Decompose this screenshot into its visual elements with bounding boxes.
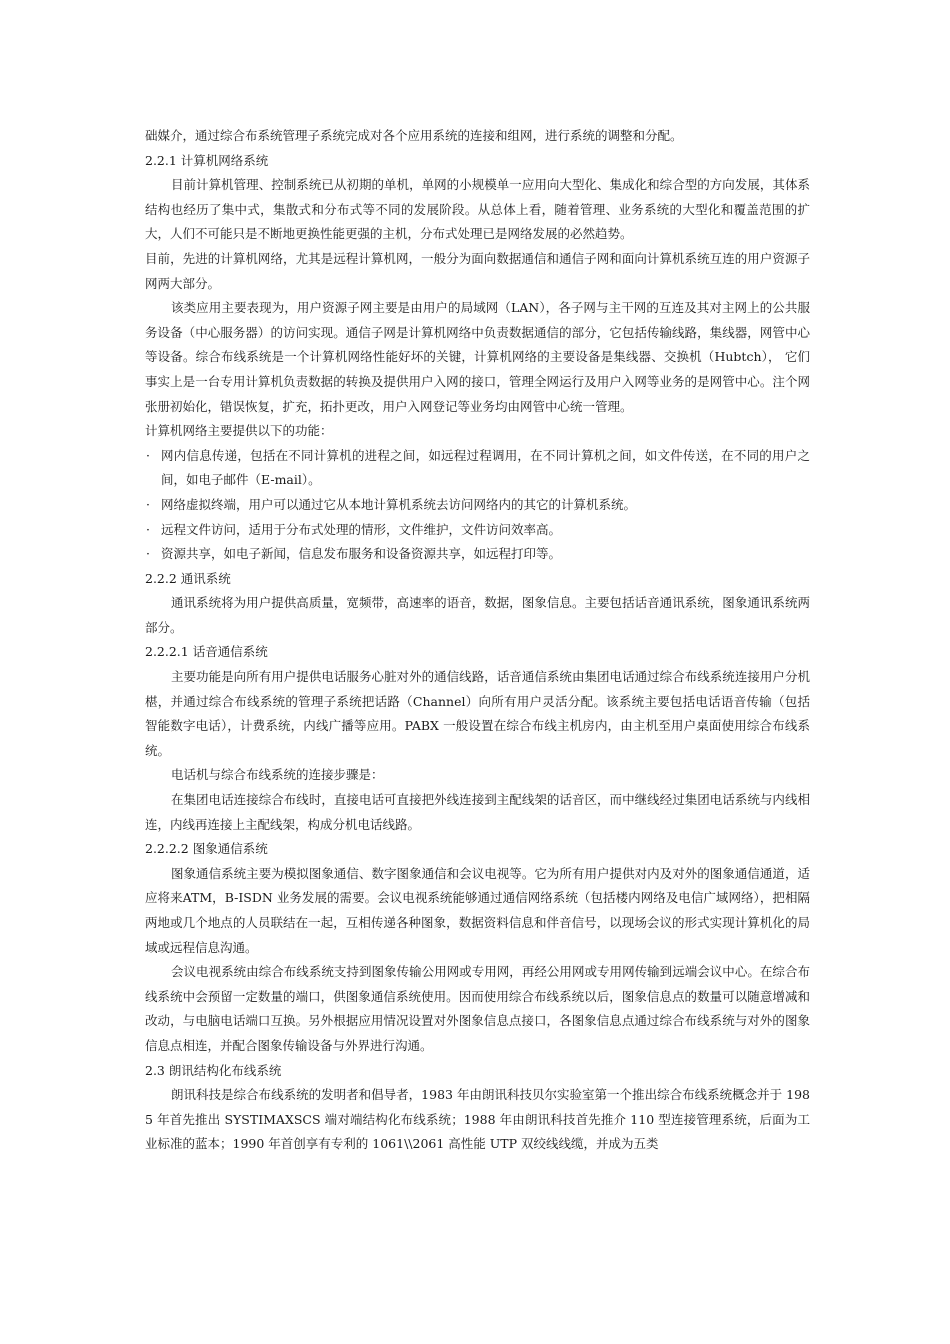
document-page [145,124,810,1157]
bullet-text: 资源共享，如电子新闻，信息发布服务和设备资源共享，如远程打印等。 [161,546,562,562]
bullet-item [145,444,810,493]
bullet-item [145,493,810,518]
paragraph: 图象通信系统主要为模拟图象通信、数字图象通信和会议电视等。它为所有用户提供对内及对外的图象通信通道，适应将来ATM，B-ISDN 业务发展的需要。会议电视系统能够通过通信网络系统（包括楼内网络及电信广域网络），把相隔两地或几个地点的人员联结在一起，互相传递各种图象，数据资料信息和伴音信号，以现场会议的形式实现计算机化的局域或远程信息沟通。 [145,865,810,955]
paragraph: 在集团电话连接综合布线时，直接电话可直接把外线连接到主配线架的话音区，而中继线经过集团电话系统与内线相连，内线再连接上主配线架，构成分机电话线路。 [145,792,810,832]
paragraph: 电话机与综合布线系统的连接步骤是： [171,767,384,783]
bullet-icon: · [146,496,150,512]
paragraph: 朗讯科技是综合布线系统的发明者和倡导者，1983 年由朗讯科技贝尔实验室第一个推出综合布线系统概念并于 1985 年首先推出 SYSTIMAXSCS 端对端结构化布线系统；1988 年由朗讯科技首先推介 110 型连接管理系统，后面为工业标准的蓝本；1990 年首创享有专利的 1061\\2061 高性能 UTP 双绞线线缆，并成为五类 [145,1087,810,1152]
subsection-heading: 2.2.2.2 图象通信系统 [145,841,268,857]
paragraph: 目前计算机管理、控制系统已从初期的单机，单网的小规模单一应用向大型化、集成化和综合型的方向发展，其体系结构也经历了集中式，集散式和分布式等不同的发展阶段。从总体上看，随着管理、业务系统的大型化和覆盖范围的扩大，人们不可能只是不断地更换性能更强的主机，分布式处理已是网络发展的必然趋势。 [145,177,810,242]
paragraph: 主要功能是向所有用户提供电话服务心脏对外的通信线路，话音通信系统由集团电话通过综合布线系统连接用户分机椹，并通过综合布线系统的管理子系统把话路（Channel）向所有用户灵活分配。该系统主要包括电话语音传输（包括智能数字电话），计费系统，内线广播等应用。PABX 一般设置在综合布线主机房内，由主机至用户桌面使用综合布线系统。 [145,669,810,758]
bullet-item [145,542,810,567]
bullet-icon: · [146,521,150,537]
section-heading: 2.3 朗讯结构化布线系统 [145,1062,282,1078]
paragraph: 该类应用主要表现为，用户资源子网主要是由用户的局域网（LAN），各子网与主干网的互连及其对主网上的公共服务设备（中心服务器）的访问实现。通信子网是计算机网络中负责数据通信的部分，它包括传输线路，集线器，网管中心等设备。综合布线系统是一个计算机网络性能好坏的关键，计算机网络的主要设备是集线器、交换机（Hubtch）， 它们事实上是一台专用计算机负责数据的转换及提供用户入网的接口，管理全网运行及用户入网等业务的是网管中心。注个网张册初始化，错误恢复，扩充，拓扑更改，用户入网登记等业务均由网管中心统一管理。 [145,300,810,414]
section-heading: 2.2.1 计算机网络系统 [145,152,269,168]
section-heading: 2.2.2 通讯系统 [145,570,231,586]
bullet-text: 网络虚拟终端，用户可以通过它从本地计算机系统去访问网络内的其它的计算机系统。 [161,496,637,512]
bullet-text: 网内信息传递，包括在不同计算机的进程之间，如远程过程调用，在不同计算机之间，如文件传送，在不同的用户之间，如电子邮件（E-mail）。 [161,447,810,488]
paragraph: 目前，先进的计算机网络，尤其是远程计算机网，一般分为面向数据通信和通信子网和面向计算机系统互连的用户资源子网两大部分。 [145,250,810,291]
bullet-text: 远程文件访问，适用于分布式处理的情形，文件维护，文件访问效率高。 [161,521,562,537]
subsection-heading: 2.2.2.1 话音通信系统 [145,644,268,660]
bullet-icon: · [146,546,150,562]
bullet-icon: · [146,447,150,463]
bullet-item [145,518,810,543]
paragraph: 会议电视系统由综合布线系统支持到图象传输公用网或专用网，再经公用网或专用网传输到远端会议中心。在综合布线系统中会预留一定数量的端口，供图象通信系统使用。因而使用综合布线系统以后，图象信息点的数量可以随意增减和改动，与电脑电话端口互换。另外根据应用情况设置对外图象信息点接口，各图象信息点通过综合布线系统与对外的图象信息点相连，并配合图象传输设备与外界进行沟通。 [145,964,810,1053]
paragraph: 础媒介，通过综合布系统管理子系统完成对各个应用系统的连接和组网，进行系统的调整和分配。 [145,128,683,143]
paragraph: 计算机网络主要提供以下的功能： [145,423,333,439]
paragraph: 通讯系统将为用户提供高质量，宽频带，高速率的语音，数据，图象信息。主要包括话音通讯系统，图象通讯系统两部分。 [145,595,810,635]
